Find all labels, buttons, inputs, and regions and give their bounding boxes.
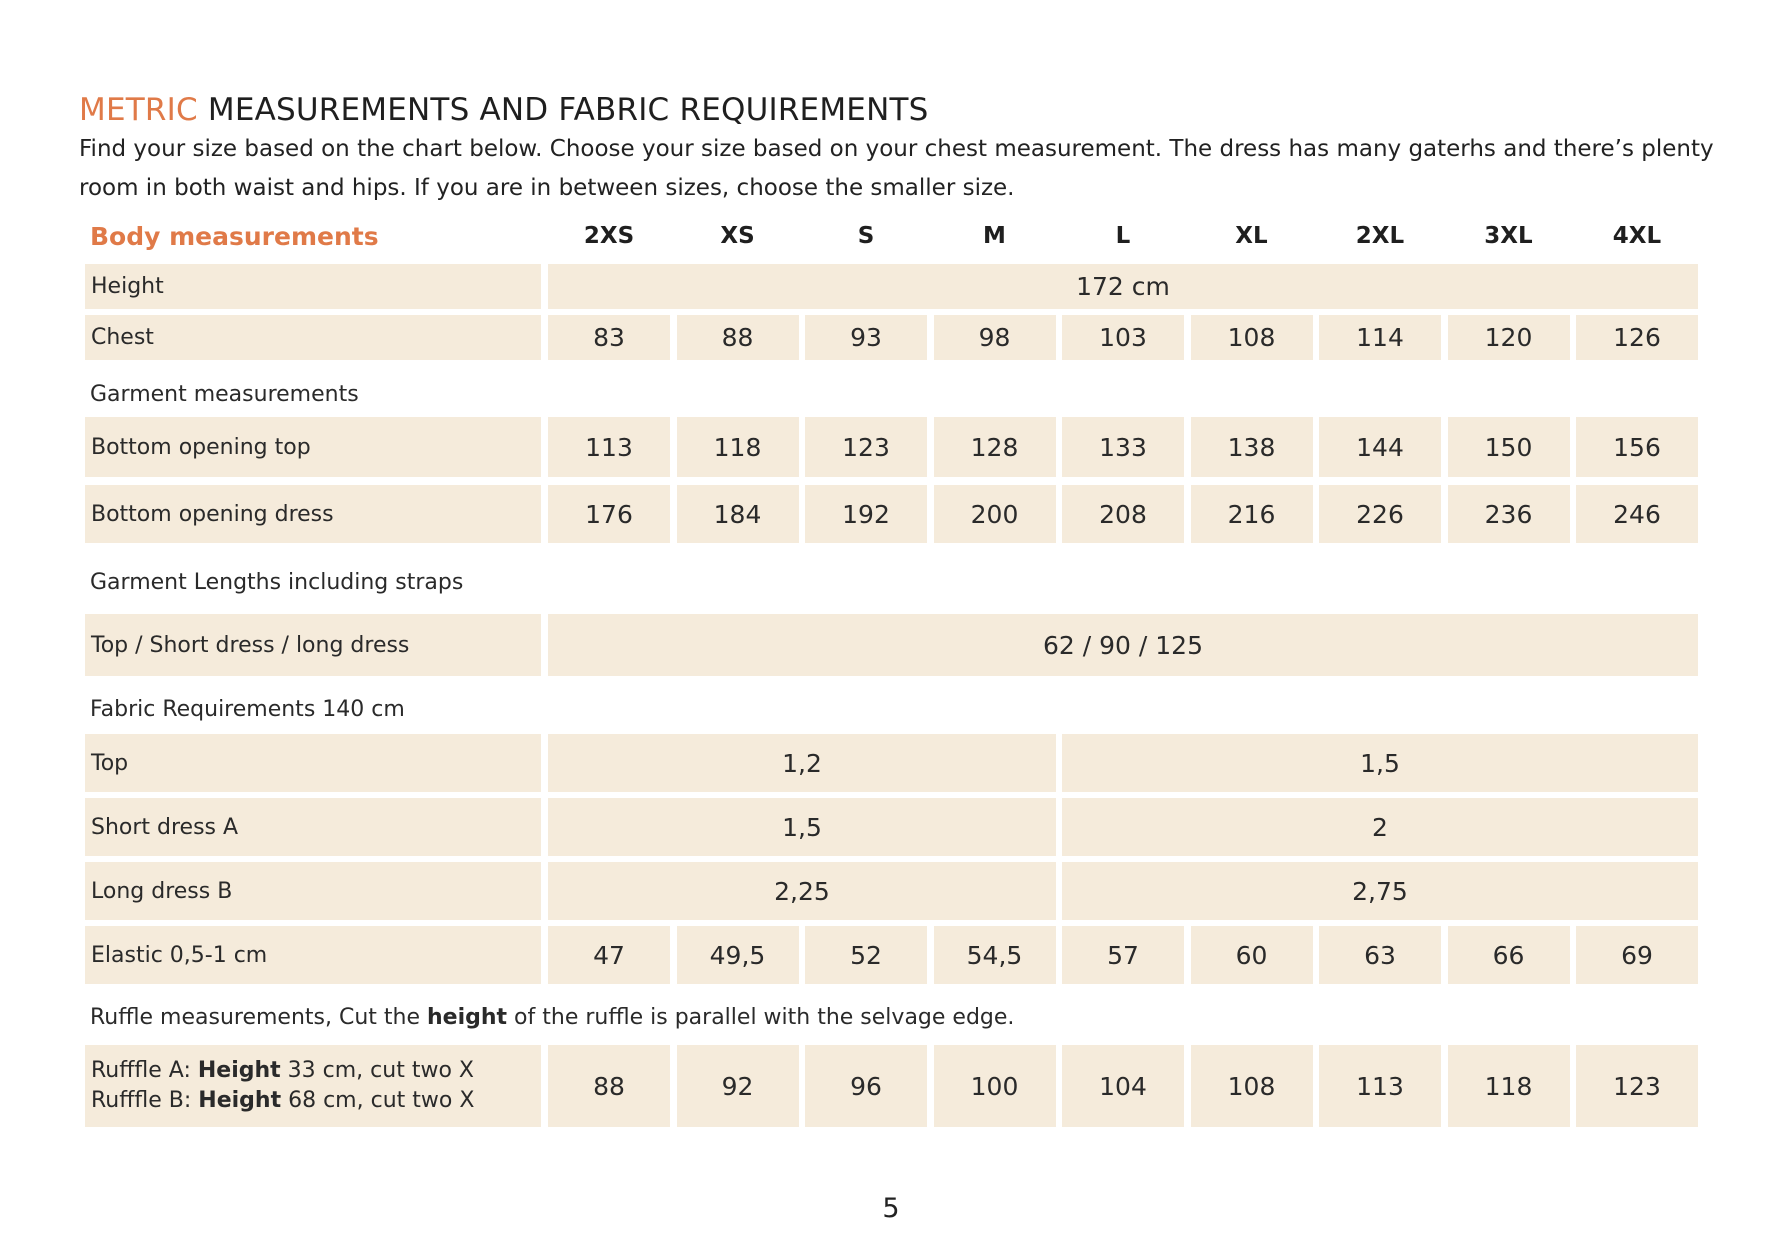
ruffle-value-s: 96 (805, 1045, 927, 1127)
row-label-ruffle (85, 1045, 541, 1127)
ruffle-value-l: 104 (1062, 1045, 1184, 1127)
bottom-opening-dress-value-2xs: 176 (548, 485, 670, 543)
ruffle-note-bold: height (427, 1005, 508, 1030)
section-fabric-requirements: Fabric Requirements 140 cm (90, 697, 405, 722)
row-label-chest: Chest (85, 315, 541, 360)
page-number: 5 (882, 1193, 900, 1224)
bottom-opening-top-value-m: 128 (934, 417, 1056, 477)
section-garment-measurements: Garment measurements (90, 382, 359, 407)
bottom-opening-dress-value-xl: 216 (1191, 485, 1313, 543)
ruffle-value-2xs: 88 (548, 1045, 670, 1127)
ruffle-b-label-suffix: 68 cm, cut two X (281, 1088, 475, 1113)
chest-value-xl: 108 (1191, 315, 1313, 360)
chest-value-l: 103 (1062, 315, 1184, 360)
elastic-value-s: 52 (805, 926, 927, 984)
elastic-value-4xl: 69 (1576, 926, 1698, 984)
chest-value-4xl: 126 (1576, 315, 1698, 360)
elastic-value-xl: 60 (1191, 926, 1313, 984)
ruffle-value-3xl: 118 (1448, 1045, 1570, 1127)
ruffle-note-before: Ruffle measurements, Cut the (90, 1005, 427, 1030)
row-label-short-dress-a: Short dress A (85, 798, 541, 856)
row-label-elastic: Elastic 0,5-1 cm (85, 926, 541, 984)
chest-value-s: 93 (805, 315, 927, 360)
title-accent: METRIC (79, 92, 198, 128)
elastic-value-m: 54,5 (934, 926, 1056, 984)
size-header-s: S (857, 223, 875, 249)
section-garment-lengths: Garment Lengths including straps (90, 570, 464, 595)
size-header-4xl: 4XL (1612, 223, 1662, 249)
ruffle-a-label (91, 1056, 474, 1086)
bottom-opening-top-value-s: 123 (805, 417, 927, 477)
elastic-value-2xl: 63 (1319, 926, 1441, 984)
fabric-top-value-large: 1,5 (1062, 734, 1698, 792)
bottom-opening-top-value-3xl: 150 (1448, 417, 1570, 477)
size-header-l: L (1115, 223, 1131, 249)
ruffle-b-label-prefix: Rufffle B: (91, 1088, 199, 1113)
bottom-opening-dress-value-s: 192 (805, 485, 927, 543)
size-header-3xl: 3XL (1484, 223, 1533, 249)
ruffle-value-4xl: 123 (1576, 1045, 1698, 1127)
size-header-m: M (983, 223, 1006, 249)
bottom-opening-dress-value-xs: 184 (677, 485, 799, 543)
bottom-opening-top-value-l: 133 (1062, 417, 1184, 477)
row-label-height: Height (85, 264, 541, 309)
ruffle-note-after: of the ruffle is parallel with the selvage edge. (507, 1005, 1015, 1030)
size-header-xl: XL (1235, 223, 1268, 249)
bottom-opening-dress-value-3xl: 236 (1448, 485, 1570, 543)
bottom-opening-top-value-xl: 138 (1191, 417, 1313, 477)
bottom-opening-top-value-4xl: 156 (1576, 417, 1698, 477)
title-rest: MEASUREMENTS AND FABRIC REQUIREMENTS (207, 92, 929, 128)
garment-lengths-value: 62 / 90 / 125 (548, 614, 1698, 676)
size-header-2xs: 2XS (583, 223, 635, 249)
ruffle-value-xs: 92 (677, 1045, 799, 1127)
ruffle-a-label-bold: Height (197, 1058, 281, 1083)
short-dress-a-value-large: 2 (1062, 798, 1698, 856)
header-body-measurements: Body measurements (90, 221, 379, 251)
row-label-bottom-opening-dress: Bottom opening dress (85, 485, 541, 543)
chest-value-m: 98 (934, 315, 1056, 360)
row-label-long-dress-b: Long dress B (85, 862, 541, 920)
ruffle-b-label-bold: Height (198, 1088, 282, 1113)
long-dress-b-value-small: 2,25 (548, 862, 1056, 920)
fabric-top-value-small: 1,2 (548, 734, 1056, 792)
bottom-opening-top-value-2xs: 113 (548, 417, 670, 477)
size-header-2xl: 2XL (1355, 223, 1405, 249)
chest-value-xs: 88 (677, 315, 799, 360)
bottom-opening-dress-value-m: 200 (934, 485, 1056, 543)
ruffle-value-m: 100 (934, 1045, 1056, 1127)
bottom-opening-dress-value-4xl: 246 (1576, 485, 1698, 543)
size-header-xs: XS (720, 223, 755, 249)
elastic-value-xs: 49,5 (677, 926, 799, 984)
elastic-value-l: 57 (1062, 926, 1184, 984)
row-label-fabric-top: Top (85, 734, 541, 792)
bottom-opening-top-value-2xl: 144 (1319, 417, 1441, 477)
row-label-garment-lengths: Top / Short dress / long dress (85, 614, 541, 676)
ruffle-label-lines (91, 1056, 474, 1116)
ruffle-a-label-suffix: 33 cm, cut two X (280, 1058, 474, 1083)
intro-text: Find your size based on the chart below. Choose your size based on your chest measurement. The dress has many gaterhs and there’s plenty room in both waist and hips. If you are in between sizes, choose the smaller size. (79, 136, 1714, 201)
ruffle-b-label (91, 1086, 474, 1116)
long-dress-b-value-large: 2,75 (1062, 862, 1698, 920)
bottom-opening-dress-value-l: 208 (1062, 485, 1184, 543)
bottom-opening-top-value-xs: 118 (677, 417, 799, 477)
chest-value-2xs: 83 (548, 315, 670, 360)
elastic-value-3xl: 66 (1448, 926, 1570, 984)
row-label-bottom-opening-top: Bottom opening top (85, 417, 541, 477)
ruffle-value-2xl: 113 (1319, 1045, 1441, 1127)
short-dress-a-value-small: 1,5 (548, 798, 1056, 856)
ruffle-value-xl: 108 (1191, 1045, 1313, 1127)
bottom-opening-dress-value-2xl: 226 (1319, 485, 1441, 543)
ruffle-a-label-prefix: Rufffle A: (91, 1058, 198, 1083)
chest-value-2xl: 114 (1319, 315, 1441, 360)
chest-value-3xl: 120 (1448, 315, 1570, 360)
elastic-value-2xs: 47 (548, 926, 670, 984)
height-value: 172 cm (548, 264, 1698, 309)
section-ruffle-measurements (90, 1005, 1014, 1030)
